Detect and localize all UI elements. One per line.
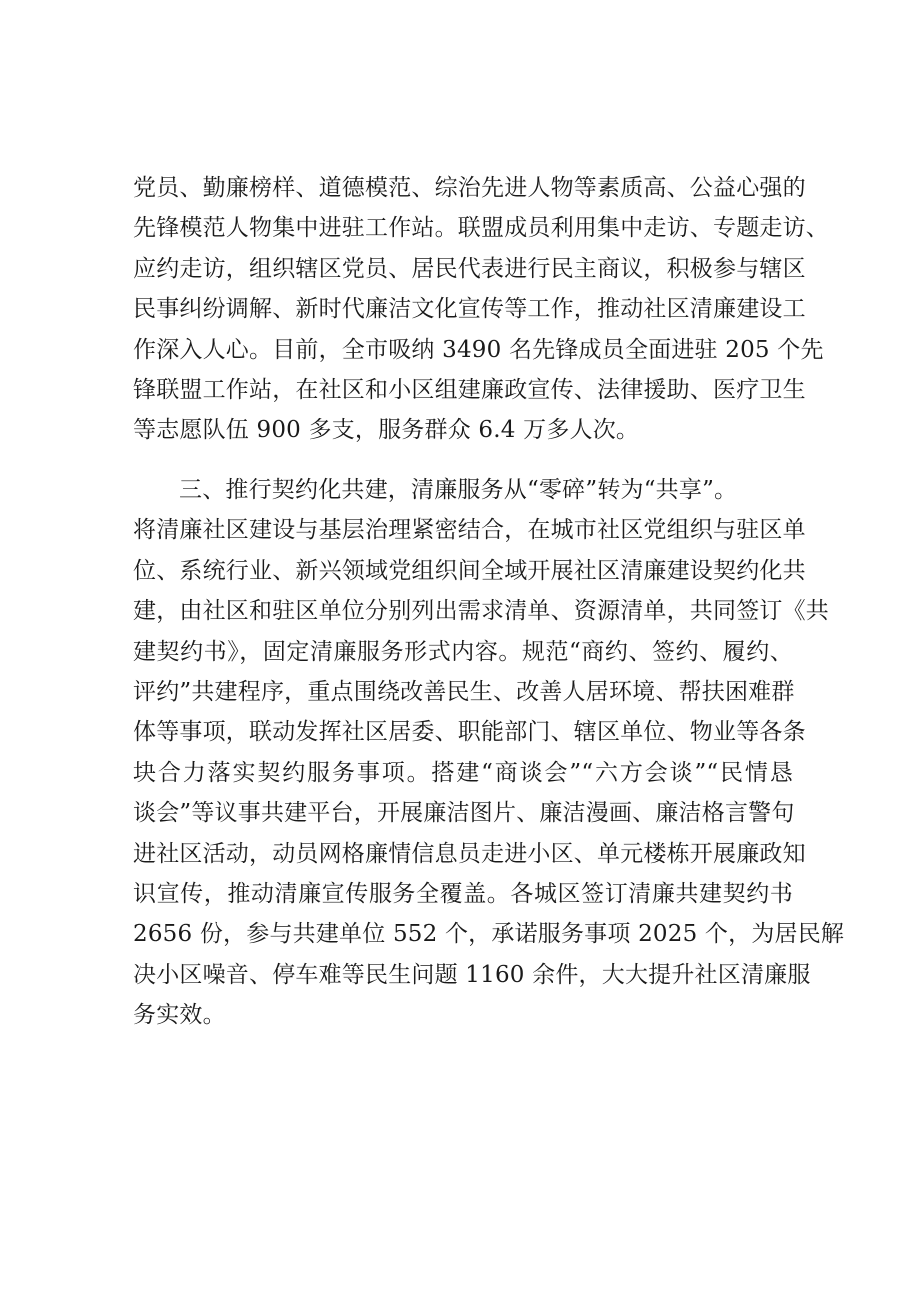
paragraph-1-line-4: 民事纠纷调解、新时代廉洁文化宣传等工作，推动社区清廉建设工: [133, 296, 806, 323]
paragraph-1: [133, 168, 829, 451]
paragraph-1-line-3: 应约走访，组织辖区党员、居民代表进行民主商议，积极参与辖区: [133, 255, 806, 282]
paragraph-2-line-6: 评约”共建程序，重点围绕改善民生、改善人居环境、帮扶困难群: [133, 678, 795, 705]
paragraph-2-line-5: 建契约书》，固定清廉服务形式内容。规范“商约、签约、履约、: [133, 638, 793, 665]
paragraph-1-line-5: 作深入人心。目前，全市吸纳 3490 名先锋成员全面进驻 205 个先: [133, 336, 824, 363]
paragraph-2-line-11: 识宣传，推动清廉宣传服务全覆盖。各城区签订清廉共建契约书: [133, 880, 793, 907]
paragraph-2-line-12: 2656 份，参与共建单位 552 个，承诺服务事项 2025 个，为居民解: [133, 921, 845, 948]
paragraph-2-line-2: 将清廉社区建设与基层治理紧密结合，在城市社区党组织与驻区单: [133, 517, 806, 544]
paragraph-2-line-14: 务实效。: [133, 1002, 226, 1029]
paragraph-2-line-13: 决小区噪音、停车难等民生问题 1160 余件，大大提升社区清廉服: [133, 961, 811, 988]
paragraph-2: [133, 470, 845, 1035]
paragraph-1-line-2: 先锋模范人物集中进驻工作站。联盟成员利用集中走访、专题走访、: [133, 215, 829, 242]
paragraph-2-line-3: 位、系统行业、新兴领域党组织间全域开展社区清廉建设契约化共: [133, 557, 806, 584]
paragraph-2-line-7: 体等事项，联动发挥社区居委、职能部门、辖区单位、物业等各条: [133, 719, 806, 746]
paragraph-1-line-6: 锋联盟工作站，在社区和小区组建廉政宣传、法律援助、医疗卫生: [133, 376, 806, 403]
paragraph-2-line-8: 块合力落实契约服务事项。搭建“商谈会”“六方会谈”“民情恳: [133, 759, 793, 786]
paragraph-2-line-4: 建，由社区和驻区单位分别列出需求清单、资源清单，共同签订《共: [133, 598, 829, 625]
paragraph-2-line-9: 谈会”等议事共建平台，开展廉洁图片、廉洁漫画、廉洁格言警句: [133, 800, 795, 827]
section-heading-3: 三、推行契约化共建，清廉服务从“零碎”转为“共享”。: [179, 477, 738, 503]
paragraph-1-line-7: 等志愿队伍 900 多支，服务群众 6.4 万多人次。: [133, 417, 640, 444]
paragraph-1-line-1: 党员、勤廉榜样、道德模范、综治先进人物等素质高、公益心强的: [133, 175, 806, 201]
paragraph-2-line-10: 进社区活动，动员网格廉情信息员走进小区、单元楼栋开展廉政知: [133, 840, 806, 867]
